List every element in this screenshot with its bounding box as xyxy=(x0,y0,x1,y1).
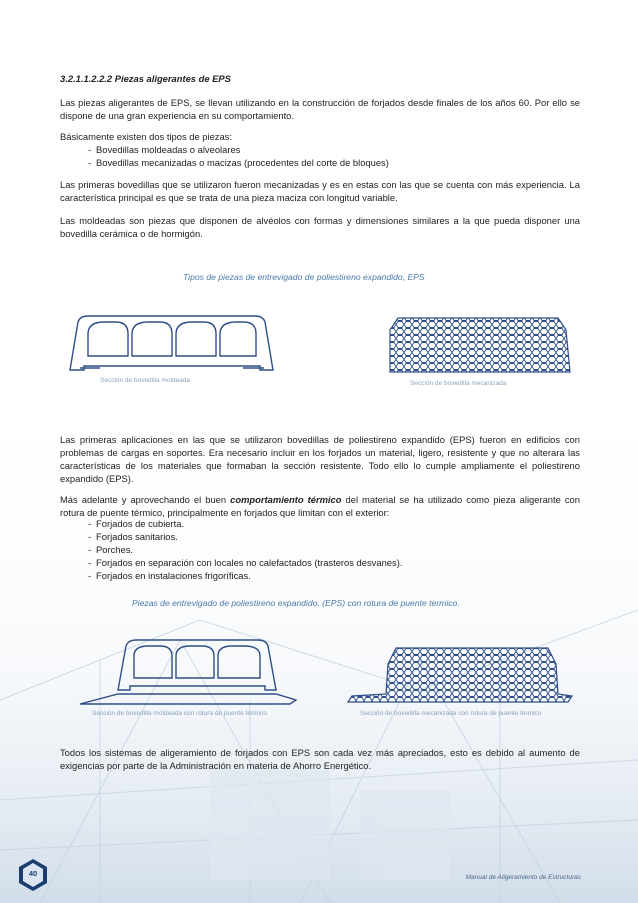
list-item-text: Forjados de cubierta. xyxy=(96,518,185,529)
figure1-right-label: Sección de bovedilla mecanizada xyxy=(410,380,507,387)
figure2-left-label: Sección de bovedilla moldeada con rotura de puente térmico xyxy=(92,710,267,717)
figure1-left-label: Sección de bovedilla moldeada xyxy=(100,377,190,384)
list-item-text: Bovedillas mecanizadas o macizas (procedentes del corte de bloques) xyxy=(96,157,389,168)
figure2-drawings xyxy=(60,620,580,730)
figure1-caption: Tipos de piezas de entrevigado de poliestireno expandido, EPS xyxy=(183,272,425,282)
slab-types-list xyxy=(60,517,580,582)
paragraph-first-applications: Las primeras aplicaciones en las que se utilizaron bovedillas de poliestireno expandido (EPS) fueron en edificios con problemas de cargas en soportes. Era necesario incluir en los forjados un material, ligero, resistente y que no alterara las características de los materiales que formaban la sección resistente. Todo ello lo cumple ampliamente el poliestireno expandido (EPS). xyxy=(60,434,580,484)
paragraph-mecanizadas: Las primeras bovedillas que se utilizaron fueron mecanizadas y es en estas con las que se cuenta con más experiencia. La característica principal es que se trata de una pieza maciza con longitud variable. xyxy=(60,179,580,203)
thermal-text-after: del material se ha utilizado como pieza aligerante con rotura de puente térmico, principalmente en forjados que limitan con el exterior: xyxy=(60,494,580,518)
paragraph-closing: Todos los sistemas de aligeramiento de forjados con EPS son cada vez más apreciados, esto es debido al aumento de exigencias por parte de la Administración en materia de Ahorro Energético. xyxy=(60,747,580,771)
list-item: - Forjados de cubierta. xyxy=(88,518,185,529)
figure2-right-label: Sección de bovedilla mecanizada con rotura de puente térmico xyxy=(360,710,542,717)
figure1-drawings xyxy=(60,300,580,400)
page-number: 40 xyxy=(28,869,38,878)
list-item-text: Forjados sanitarios. xyxy=(96,531,178,542)
figure2-caption: Piezas de entrevigado de poliestireno expandido, (EPS) con rotura de puente termico. xyxy=(132,598,460,608)
paragraph-thermal xyxy=(60,493,580,519)
list-item: - Porches. xyxy=(88,544,133,555)
list-item-text: Bovedillas moldeadas o alveolares xyxy=(96,144,241,155)
mecanizada-section-drawing xyxy=(385,314,575,376)
list-item: - Forjados en separación con locales no calefactados (trasteros desvanes). xyxy=(88,557,403,568)
thermal-emphasis: comportamiento térmico xyxy=(230,494,342,505)
paragraph-types: Básicamente existen dos tipos de piezas: xyxy=(60,131,232,142)
moldeada-section-drawing xyxy=(70,316,273,370)
thermal-text-before: Más adelante y aprovechando el buen xyxy=(60,494,231,505)
list-item: - Bovedillas mecanizadas o macizas (procedentes del corte de bloques) xyxy=(88,157,389,168)
piece-types-list xyxy=(60,143,580,169)
list-item: - Bovedillas moldeadas o alveolares xyxy=(88,144,241,155)
list-item-text: Forjados en separación con locales no calefactados (trasteros desvanes). xyxy=(96,557,403,568)
list-item-text: Porches. xyxy=(96,544,133,555)
mecanizada-thermal-section-drawing xyxy=(345,644,575,706)
paragraph-intro: Las piezas aligerantes de EPS, se llevan utilizando en la construcción de forjados desde finales de los años 60. Por ello se dispone de una gran experiencia en su comportamiento. xyxy=(60,97,580,121)
list-item: - Forjados sanitarios. xyxy=(88,531,178,542)
list-item: - Forjados en instalaciones frigoríficas. xyxy=(88,570,251,581)
list-item-text: Forjados en instalaciones frigoríficas. xyxy=(96,570,251,581)
moldeada-thermal-section-drawing xyxy=(80,640,296,704)
manual-title: Manual de Aligeramiento de Estructuras xyxy=(465,874,581,881)
section-heading: 3.2.1.1.2.2.2 Piezas aligerantes de EPS xyxy=(60,73,231,84)
paragraph-moldeadas: Las moldeadas son piezas que disponen de alvéolos con formas y dimensiones similares a la que pueda disponer una bovedilla cerámica o de hormigón. xyxy=(60,215,580,239)
